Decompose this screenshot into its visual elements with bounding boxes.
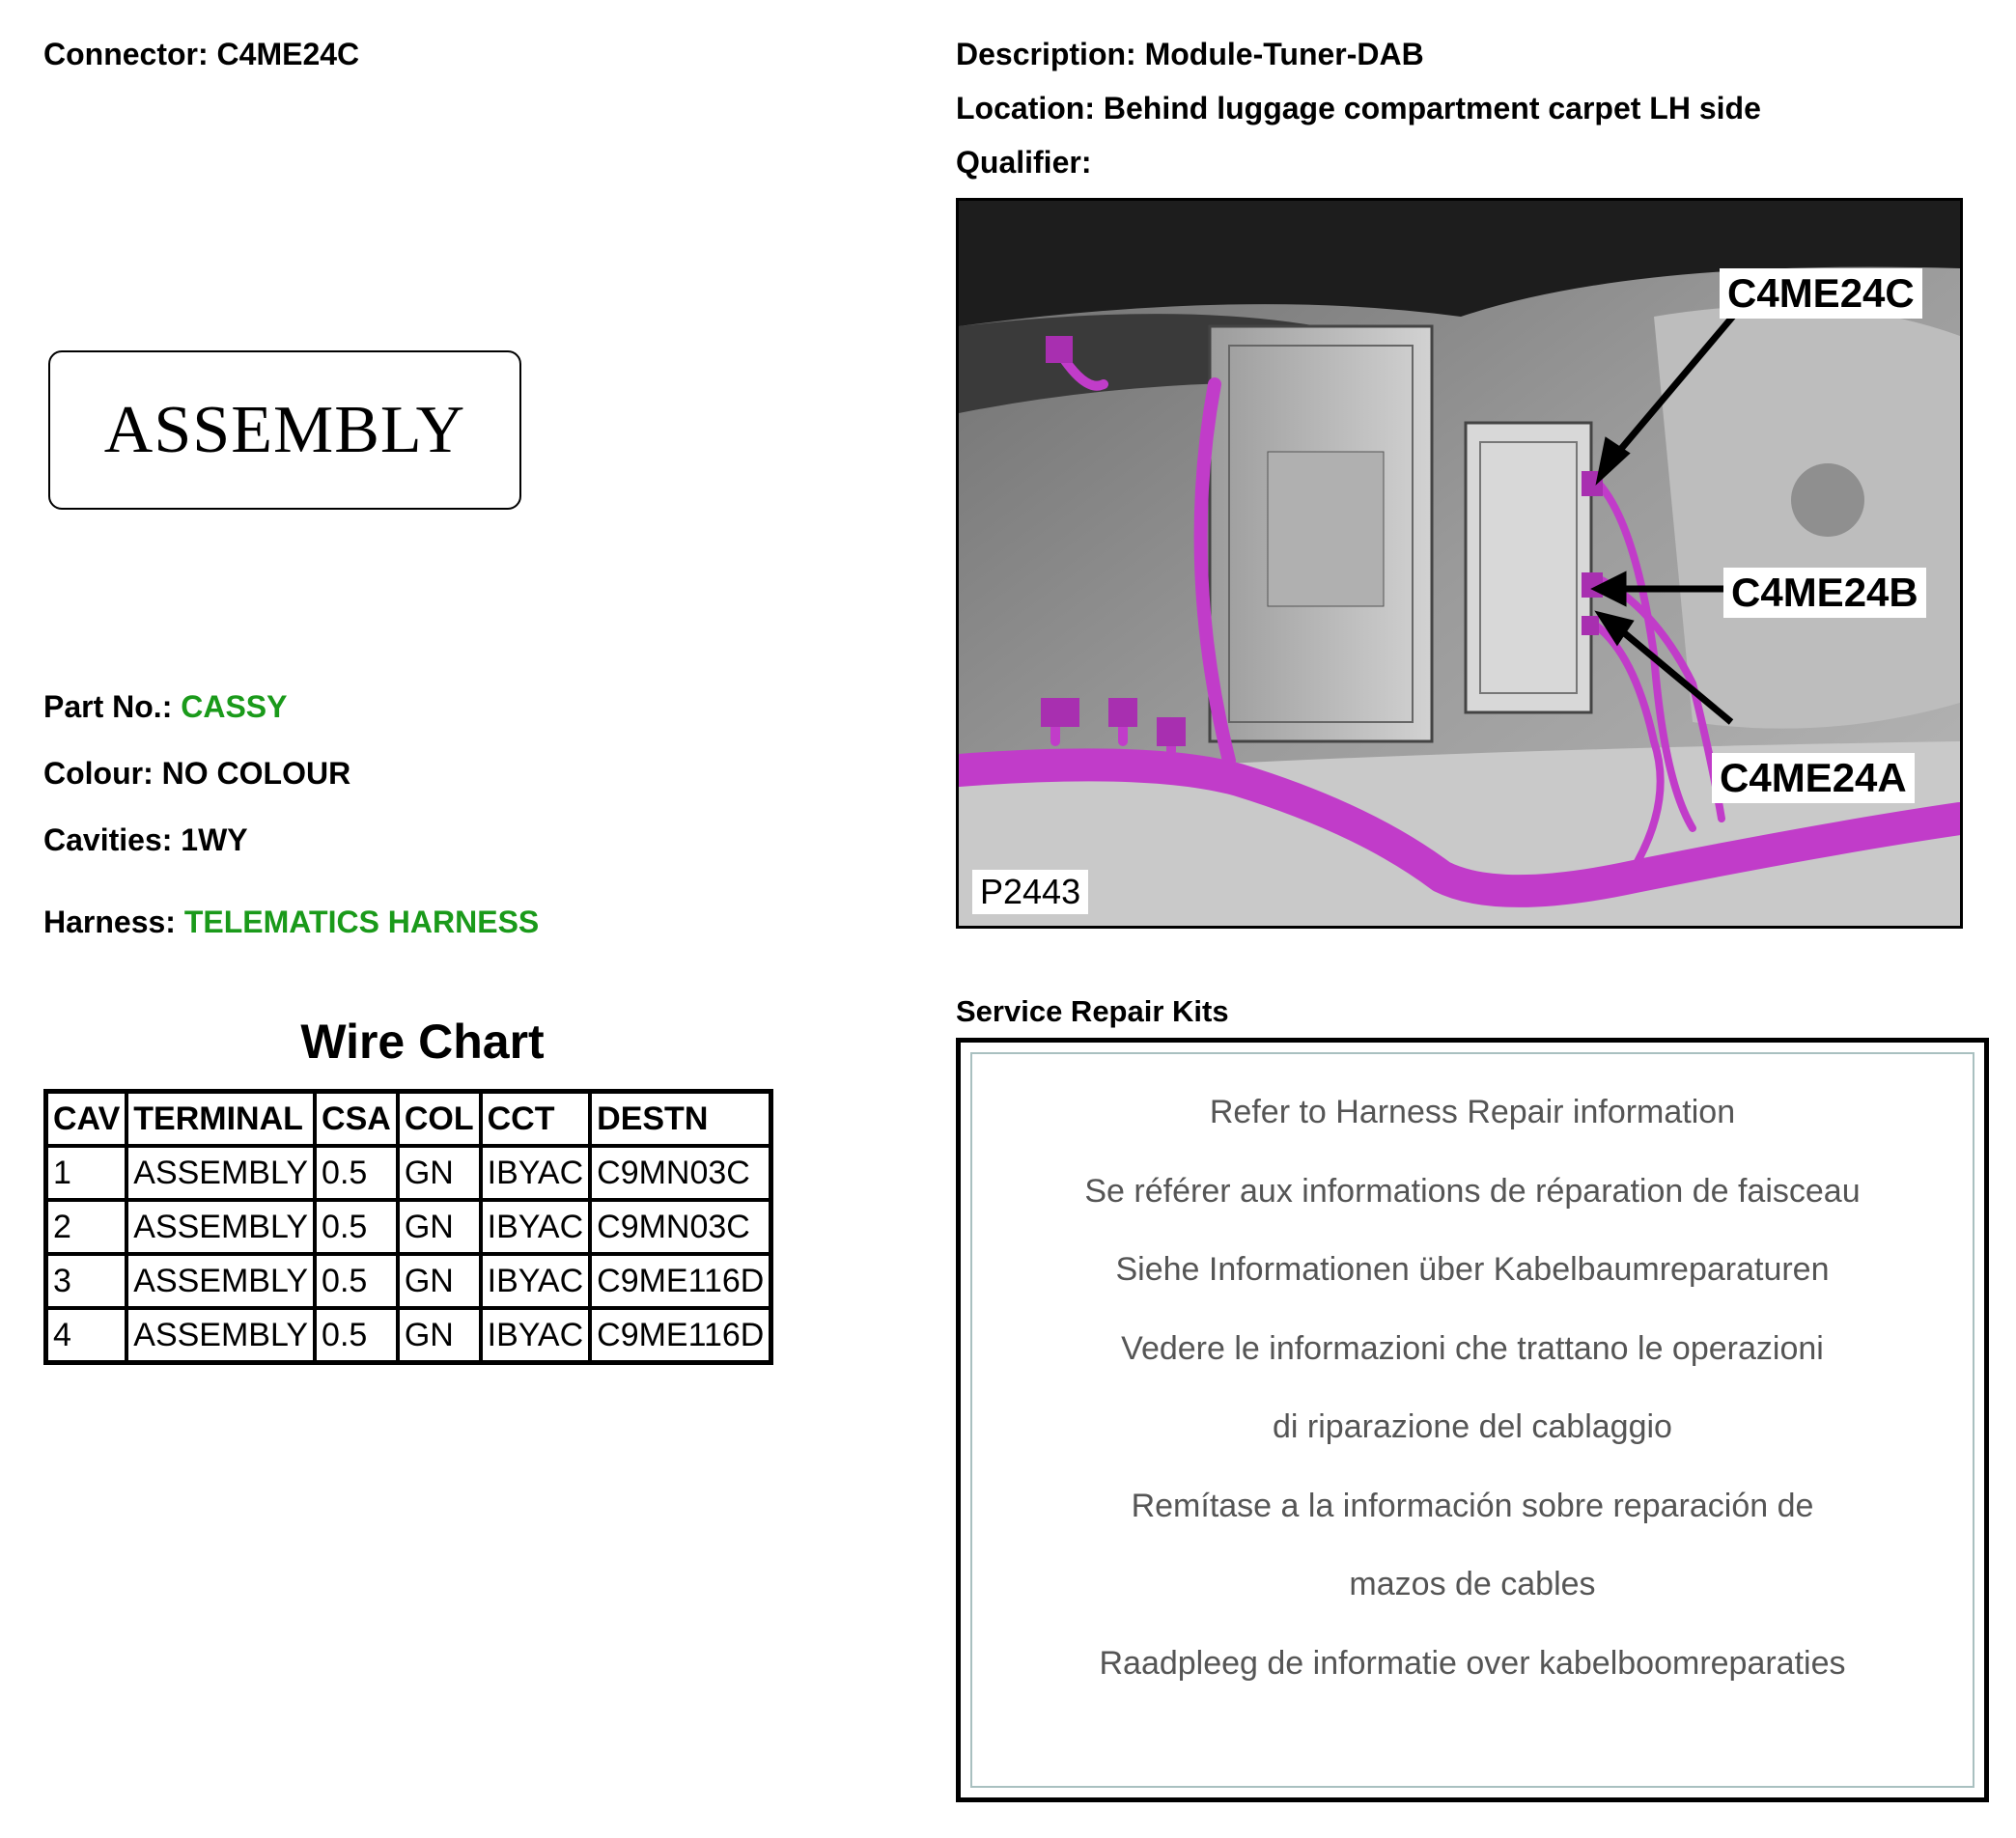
- kit-line-es-1: Remítase a la información sobre reparación de: [1131, 1487, 1814, 1524]
- table-row: [46, 1146, 771, 1200]
- colour-line: [43, 756, 350, 792]
- cell-cav: 3: [46, 1254, 127, 1308]
- service-repair-kits-box: [956, 1038, 1989, 1802]
- cell-destn: C9ME116D: [590, 1254, 771, 1308]
- harness-label: Harness:: [43, 905, 176, 939]
- qualifier-label: Qualifier:: [956, 145, 1092, 180]
- harness-line: [43, 905, 539, 940]
- table-row: [46, 1200, 771, 1254]
- cell-col: GN: [398, 1308, 481, 1363]
- cell-cav: 1: [46, 1146, 127, 1200]
- cell-terminal: ASSEMBLY: [126, 1254, 315, 1308]
- dab-module: [1466, 423, 1591, 712]
- part-number-value: CASSY: [181, 689, 288, 724]
- column-header-cct: CCT: [481, 1092, 591, 1147]
- connector-label: Connector:: [43, 37, 209, 71]
- kit-line-it-1: Vedere le informazioni che trattano le operazioni: [1121, 1329, 1824, 1367]
- location-value: Behind luggage compartment carpet LH side: [1103, 91, 1761, 125]
- part-number-line: [43, 689, 287, 725]
- part-number-label: Part No.:: [43, 689, 173, 724]
- column-header-col: COL: [398, 1092, 481, 1147]
- image-id-label: P2443: [972, 870, 1088, 914]
- service-repair-kits-title: Service Repair Kits: [956, 994, 1229, 1028]
- cavities-value: 1WY: [181, 822, 248, 857]
- cell-col: GN: [398, 1254, 481, 1308]
- cell-cct: IBYAC: [481, 1254, 591, 1308]
- cell-cav: 2: [46, 1200, 127, 1254]
- cell-cav: 4: [46, 1308, 127, 1363]
- kit-line-es-2: mazos de cables: [1349, 1566, 1596, 1602]
- description-value: Module-Tuner-DAB: [1144, 37, 1424, 71]
- kit-line-nl: Raadpleeg de informatie over kabelboomreparaties: [1099, 1644, 1846, 1682]
- service-repair-kits-inner: [970, 1052, 1974, 1788]
- location-label: Location:: [956, 91, 1095, 125]
- callout-c4me24a: C4ME24A: [1712, 753, 1915, 803]
- column-header-destn: DESTN: [590, 1092, 771, 1147]
- cell-cct: IBYAC: [481, 1146, 591, 1200]
- column-header-csa: CSA: [315, 1092, 398, 1147]
- table-header-row: [46, 1092, 771, 1147]
- wire-chart-title: Wire Chart: [300, 1015, 545, 1069]
- cell-terminal: ASSEMBLY: [126, 1200, 315, 1254]
- cavities-line: [43, 822, 248, 858]
- cell-csa: 0.5: [315, 1308, 398, 1363]
- colour-value: NO COLOUR: [161, 756, 351, 791]
- kit-line-de: Siehe Informationen über Kabelbaumreparaturen: [1115, 1251, 1830, 1288]
- connector-face: [48, 350, 521, 510]
- connector-line: [43, 37, 359, 72]
- cell-cct: IBYAC: [481, 1308, 591, 1363]
- cavities-label: Cavities:: [43, 822, 173, 857]
- description-line: [956, 37, 1424, 72]
- cell-terminal: ASSEMBLY: [126, 1146, 315, 1200]
- connector-face-text: ASSEMBLY: [103, 392, 466, 467]
- cell-terminal: ASSEMBLY: [126, 1308, 315, 1363]
- location-image: [956, 198, 1963, 929]
- cell-col: GN: [398, 1146, 481, 1200]
- column-header-terminal: TERMINAL: [126, 1092, 315, 1147]
- kit-line-it-2: di riparazione del cablaggio: [1273, 1408, 1672, 1445]
- cell-destn: C9MN03C: [590, 1146, 771, 1200]
- callout-c4me24b: C4ME24B: [1723, 568, 1926, 618]
- wire-chart-table: [43, 1089, 773, 1365]
- cell-csa: 0.5: [315, 1200, 398, 1254]
- callout-c4me24c: C4ME24C: [1720, 268, 1922, 319]
- cell-csa: 0.5: [315, 1254, 398, 1308]
- kit-line-en: Refer to Harness Repair information: [1209, 1094, 1736, 1130]
- connector-value: C4ME24C: [216, 37, 360, 71]
- kit-line-fr: Se référer aux informations de réparation de faisceau: [1084, 1172, 1861, 1210]
- cell-col: GN: [398, 1200, 481, 1254]
- harness-value: TELEMATICS HARNESS: [183, 905, 540, 939]
- description-label: Description:: [956, 37, 1136, 71]
- cell-destn: C9ME116D: [590, 1308, 771, 1363]
- location-line: [956, 91, 1761, 126]
- table-row: [46, 1308, 771, 1363]
- qualifier-line: [956, 145, 1091, 181]
- table-row: [46, 1254, 771, 1308]
- tuner-module: [1210, 326, 1432, 741]
- colour-label: Colour:: [43, 756, 154, 791]
- column-header-cav: CAV: [46, 1092, 127, 1147]
- cell-destn: C9MN03C: [590, 1200, 771, 1254]
- cell-cct: IBYAC: [481, 1200, 591, 1254]
- cell-csa: 0.5: [315, 1146, 398, 1200]
